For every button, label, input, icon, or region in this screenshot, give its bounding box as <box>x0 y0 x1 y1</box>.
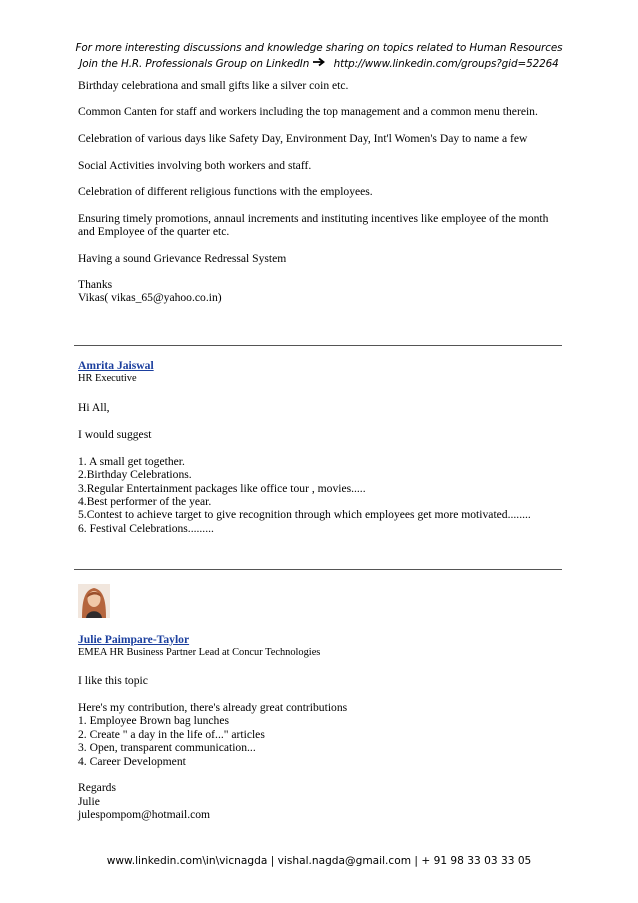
post3-line: Here's my contribution, there's already great contributions <box>78 701 348 714</box>
post3-line: 2. Create " a day in the life of..." articles <box>78 728 265 741</box>
post1-paragraph: Having a sound Grievance Redressal System <box>78 252 287 265</box>
divider <box>74 345 562 346</box>
post2-line: Hi All, <box>78 401 110 414</box>
arrow-right-icon <box>312 57 326 70</box>
divider <box>74 569 562 570</box>
post2-line: 1. A small get together. <box>78 455 185 468</box>
group-link[interactable]: http://www.linkedin.com/groups?gid=52264 <box>333 58 559 70</box>
post3-signoff: Regards <box>78 781 116 794</box>
header-group-text: Join the H.R. Professionals Group on LinkedIn <box>79 58 310 70</box>
post3-email: julespompom@hotmail.com <box>78 808 211 821</box>
post2-line: 6. Festival Celebrations......... <box>78 522 214 535</box>
post2-line: 3.Regular Entertainment packages like office tour , movies..... <box>78 482 366 495</box>
post1-paragraph: Birthday celebrationa and small gifts like a silver coin etc. <box>78 79 349 92</box>
post1-paragraph: Common Canten for staff and workers including the top management and a common menu therein. <box>78 105 538 118</box>
author-link[interactable]: Amrita Jaiswal <box>78 359 154 372</box>
footer-contact: www.linkedin.com\in\vicnagda | vishal.nagda@gmail.com | + 91 98 33 03 33 05 <box>106 855 532 867</box>
post2-line: 2.Birthday Celebrations. <box>78 468 192 481</box>
post1-signature: Vikas( vikas_65@yahoo.co.in) <box>78 291 222 304</box>
post3-line: 1. Employee Brown bag lunches <box>78 714 230 727</box>
post1-paragraph: Celebration of various days like Safety Day, Environment Day, Int'l Women's Day to name a few <box>78 132 528 145</box>
header-line-2 <box>0 57 638 70</box>
post3-line: 3. Open, transparent communication... <box>78 741 256 754</box>
post3-line: I like this topic <box>78 674 148 687</box>
post2-line: I would suggest <box>78 428 152 441</box>
post2-line: 4.Best performer of the year. <box>78 495 212 508</box>
post1-paragraph: Celebration of different religious functions with the employees. <box>78 185 373 198</box>
post2-line: 5.Contest to achieve target to give recognition through which employees get more motivated........ <box>78 508 531 521</box>
post1-paragraph: Ensuring timely promotions, annaul increments and instituting incentives like employee of the month <box>78 212 549 225</box>
post1-signoff: Thanks <box>78 278 113 291</box>
post3-line: 4. Career Development <box>78 755 186 768</box>
author-link[interactable]: Julie Paimpare-Taylor <box>78 633 190 646</box>
author-role: HR Executive <box>78 373 137 384</box>
post1-paragraph: and Employee of the quarter etc. <box>78 225 230 238</box>
header-line-1: For more interesting discussions and knowledge sharing on topics related to Human Resources <box>75 42 563 54</box>
avatar[interactable] <box>78 584 110 618</box>
post1-paragraph: Social Activities involving both workers and staff. <box>78 159 312 172</box>
post3-signature: Julie <box>78 795 100 808</box>
author-role: EMEA HR Business Partner Lead at Concur Technologies <box>78 647 321 658</box>
